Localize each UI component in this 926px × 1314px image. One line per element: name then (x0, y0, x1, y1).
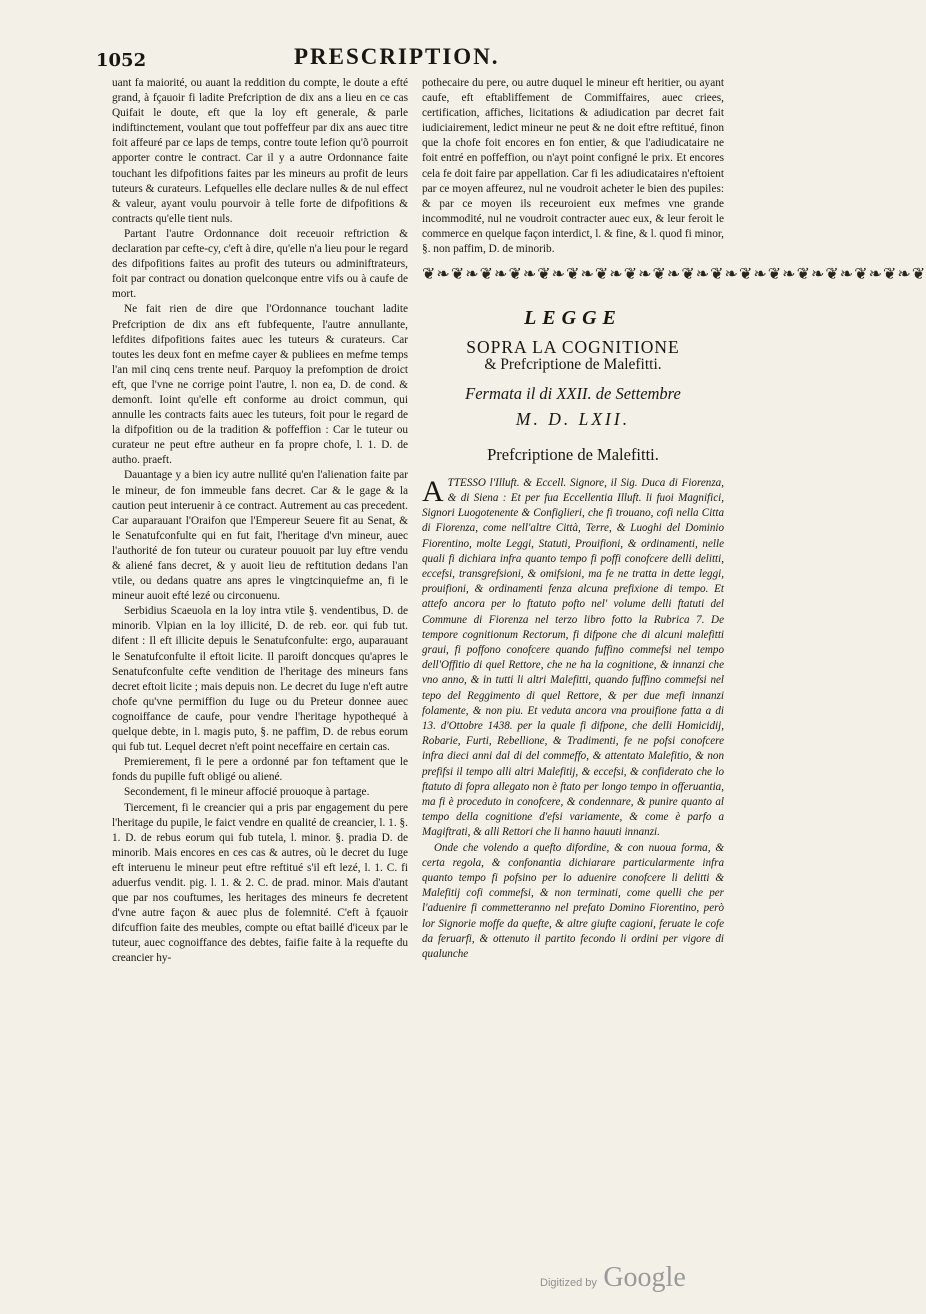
google-logo: Google (603, 1262, 686, 1293)
heading-legge: LEGGE (524, 307, 622, 330)
heading-fermata: Fermata il di XXII. de Settembre (465, 384, 681, 404)
drop-cap: A (422, 474, 444, 508)
right-column (422, 76, 926, 962)
page-number: 1052 (96, 50, 147, 71)
left-paragraph: Tiercement, fi le creancier qui a pris par engagement du pere l'heritage du pupile, le faict vendre en qualité de creancier, l. 1. §. 1. D. de rebus eorum qui fub tutela, l. minor. §. pradia D. de minorib. Mais encores en ces cas & autres, où le decret du Iuge eft interuenu le mineur peut eftre reftitué s'il eft lezé, l. 1. C. fi aduerfus vendit. pig. l. 1. & 2. C. de prad. minor. Mais d'autant que par nos couftumes, les heritages des mineurs fe decretent d'vne autre façon & auec plus de folemnité. C'eft à fçauoir difcuffion faite des meubles, compte ou eftat baillé d'iceux par le tuteur, auec cognoiffance des debtes, faifie faite à la requefte du creancier hy- (112, 801, 408, 965)
left-paragraph: Partant l'autre Ordonnance doit receuoir reftriction & declaration par cefte-cy, c'eft à dire, qu'elle n'a lieu pour le regard des difpofitions faites au profit des tuteurs ou adminiftrateurs, foit par contract ou donation quelconque entre vifs ou à caufe de mort. (112, 227, 408, 301)
left-paragraph: Dauantage y a bien icy autre nullité qu'en l'alienation faite par le mineur, de fon immeuble fans decret. Car & le gage & la caution peut interuenir à ce contract. Autrement au cas precedent. Car auparauant l'Oraifon que l'Empereur Seuere fit au Senat, & le Senatufconfulte qui en fut fait, l'heritage d'vn mineur, auec l'authorité de fon tuteur ou curateur pouuoit par luy eftre vendu & aliené fans decret, & y auoit lieu de reftitution dedans l'an vtile, ou dedans quatre ans apres le vingtcinquiefme an, fi le mineur auoit efté lezé ou circonuenu. (112, 469, 408, 603)
digitized-by-label: Digitized by (540, 1277, 597, 1289)
left-column (112, 76, 408, 967)
italian-paragraph: Onde che volendo a quefto difordine, & con nuoua forma, & certa regola, & confonantia dichiarare particularmente infra quanto tempo fi pofsino per lo aduenire conofcere li delitti & Malefitij cofi commefsi, & non terminati, come quelli che per l'aduenire fi commetteranno nel prefato Domino Fiorentino, però lor Signorie moffe da quefte, & altre giufte cagioni, feruate le cofe da feruarfi, & ottenuto il partito fecondo li ordini per vigore di qualunche (422, 841, 724, 960)
italian-law-text (422, 476, 724, 963)
left-paragraph: uant fa maiorité, ou auant la reddition du compte, le doute a efté grand, à fçauoir fi ladite Prefcription de dix ans a lieu en ce cas Quifait le doute, eft que la loy eft generale, & parle indiftinctement, voulant que tout poffeffeur par dix ans auec titre foit affeuré par ce laps de temps, contre toute lefion qu'õ pourroit apporter contre le contract. Car il y a autre Ordonnance faite touchant les difpofitions faites par les mineurs au profit de leurs tuteurs & curateurs. Lefquelles elle declare nulles & de nul effect & valeur, ayant voulu pourvoir à telle forte de difpofitions & contracts qu'elle tient nuls. (112, 77, 408, 225)
heading-date: M. D. LXII. (515, 408, 631, 429)
left-paragraph: Ne fait rien de dire que l'Ordonnance touchant ladite Prefcription de dix ans eft fubfequente, l'autre annullante, lefdites difpofitions faites auec les tuteurs & curateurs. Car toutes les deux font en mefme cayer & publiees en mefme temps l'an mil cinq cens trente neuf. Parquoy la prefomption de droict eft, que l'vne ne corrige point l'autre, l. non ea, D. de cond. & demonft. Ioint qu'elle eft conforme au droict commun, qui annulle les contracts faits auec les tuteurs, foit pour le regard de la difpofition ou de la tradition & poffeffion : Car le tuteur ou curateur ne peut eftre autheur en fa propre chofe, l. 1. D. de autho. praeft. (112, 303, 408, 467)
running-title: PRESCRIPTION. (294, 44, 500, 69)
google-watermark (540, 1262, 686, 1294)
italian-paragraph-text: TTESSO l'Illuft. & Eccell. Signore, il Sig. Duca di Fiorenza, & di Siena : Et per fua Eccellentia Illuft. li fuoi Magnifici, Signori Luogotenente & Configlieri, che fi trouano, cofi nella Citta di Fiorenza, come nell'altre Città, Terre, & Luoghi del Dominio Fiorentino, molte Leggi, Statuti, Prouifioni, & ordinamenti, nelle quali fi dichiara infra quanto tempo fi poffi conofcere delli delitti, eccefsi, transgrefsioni, & omifsioni, ma fe ne tratta in dette leggi, prouifioni, & ordinamenti fenza alcuna prefixione di tempo. Et attefo ancora per lo ftatuto pofto nel' volume delli ftatuti del Commune di Fiorenza nel terzo libro fotto la Rubrica 7. De tempore cognitionum Rectorum, fi difpone che di alcuni malefitti graui, fi poffono conofcere quando fuffino commefsi nel tempo dell'Offitio di quel Rettore, che ne ha la cognitione, & innanzi che vno anno, & in tutti li altri Malefitti, quando fuffino commefsi nel tepo del Reggimento di quel Rettore, & per due mefi innanzi folamente, & non piu. Et veduta ancora vna prouifione fatta a di 13. d'Ottobre 1438. per la quale fi difpone, che delli Homicidij, Robarie, Furti, Rebellione, & Tradimenti, fe ne pofsi conofcere infra dieci anni dal di del commeffo, & attentato Malefitio, & non prefifsi il tempo alli altri Malefitij, & eccefsi, & confiderato che lo ftatuto di fopra allegato non è ftato per longo tempo in offeruantia, ma fi è proceduto in conofcere, & condennare, & punire quanto al tempo della cognitione d'efsi variamente, & come è parfo a Magiftrati, & alli Rettori che li hanno hauuti innanzi. (422, 476, 724, 839)
italian-paragraph (422, 476, 724, 841)
heading-prescriptione: & Prefcriptione de Malefitti. (484, 356, 662, 374)
left-paragraph: Serbidius Scaeuola en la loy intra vtile §. vendentibus, D. de minorib. Vlpian en la loy illicité, D. de reb. eor. qui fub tut. difent : Il eft illicite depuis le Senatufconfulte: ergo, auparauant le Senatufconfulte il eftoit licite. Il paroift doncques qu'apres le Senatufconfulte cefte vendition de l'heritage des mineurs fans decret eftoit licite ; mais depuis non. Le decret du Iuge n'eft autre chofe qu'vne permiffion du Iuge ou du Preteur donnee auec cognoiffance de caufe, pour vendre l'heritage hypothequé à quelque debte, in l. magis puto, §. ne paffim, D. de rebus eorum qui fub tut. Lequel decret n'eft point neceffaire en certain cas. (112, 605, 408, 754)
left-paragraph: Secondement, fi le mineur affocié prouoque à partage. (124, 786, 370, 799)
heading-subtitle: Prefcriptione de Malefitti. (487, 444, 659, 464)
ornament-divider: ❦❧❦❧❦❧❦❧❦❧❦❧❦❧❦❧❦❧❦❧❦❧❦❧❦❧❦❧❦❧❦❧❦❧❦ (422, 266, 926, 284)
page-header (96, 44, 724, 74)
left-paragraph: Premierement, fi le pere a ordonné par fon teftament que le fonds du pupille fuft obligé ou aliené. (112, 756, 408, 784)
right-paragraph: pothecaire du pere, ou autre duquel le mineur eft heritier, ou ayant caufe, eft eftabliffement de Commiffaires, auec criees, certification, affiches, licitations & adiudication par decret fait iudiciairement, ledict mineur ne peut & ne doit eftre reftitué, finon que la chofe foit encores en fon entier, & que l'adiudicataire ne foit entré en poffeffion, ou n'ayt point configné le prix. Et encores cela fe doit faire par appellation. Car fi les adiudicataires n'eftoient par ce moyen affeurez, nul ne voudroit acheter le bien des pupiles: & par ce moyen ils receuroient eux mefmes vne grande incommodité, nul ne voudroit contracter auec eux, & leur feroit le commerce en quelque façon interdict, l. & fine, & l. quod fi minor, §. non paffim, D. de minorib. (422, 77, 724, 256)
heading-sopra: SOPRA LA COGNITIONE (466, 337, 680, 358)
